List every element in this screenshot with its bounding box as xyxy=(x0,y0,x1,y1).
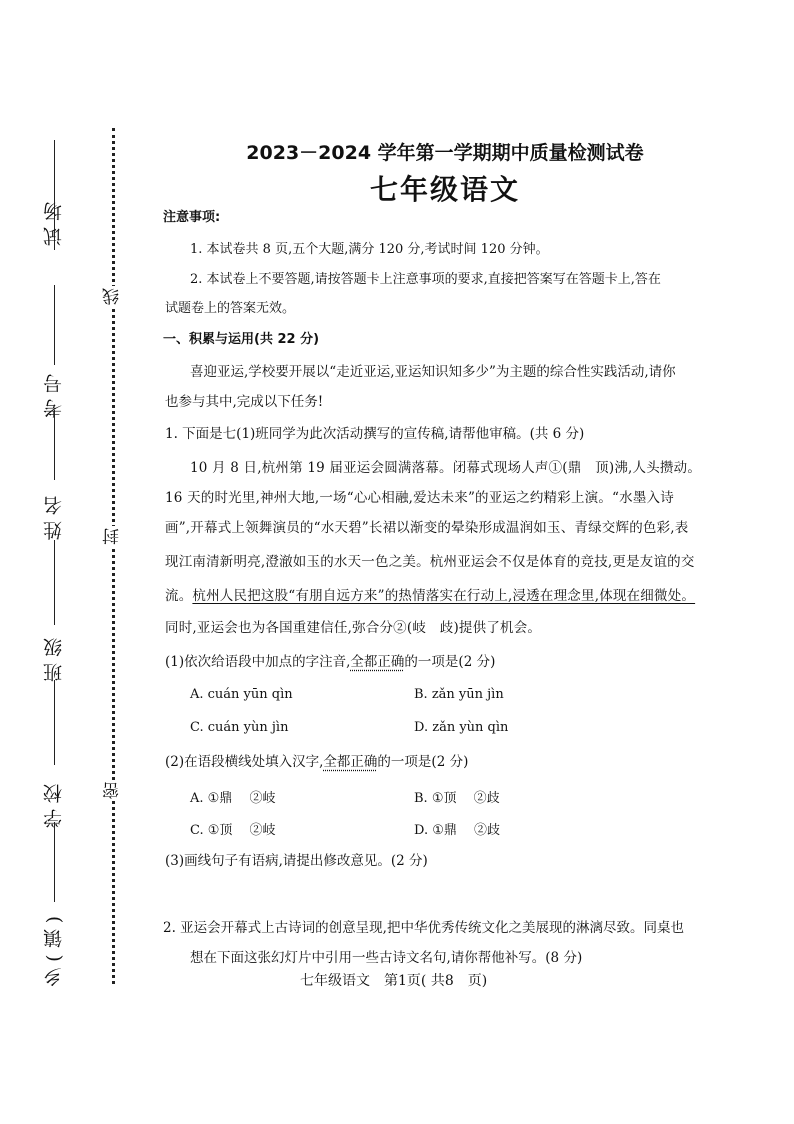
exam-no-line xyxy=(54,410,55,480)
seal-dotted-line xyxy=(112,128,115,984)
q1-sub2-emphasis: 全都正确 xyxy=(323,754,378,770)
notice-item-2-line1: 2. 本试卷上不要答题,请按答题卡上注意事项的要求,直接把答案写在答题卡上,答在 xyxy=(190,272,661,287)
q1-sub2-post: 的一项是(2 分) xyxy=(377,754,469,770)
q1-sub1-option-a: A. cuán yūn qìn xyxy=(190,687,293,702)
notice-item-2-line2: 试题卷上的答案无效。 xyxy=(165,301,296,316)
q1-sub2-pre: (2)在语段横线处填入汉字, xyxy=(165,754,324,770)
q1-sub1-post: 的一项是(2 分) xyxy=(404,654,496,670)
q2-line1: 2. 亚运会开幕式上古诗词的创意呈现,把中华优秀传统文化之美展现的淋漓尽致。同桌也 xyxy=(163,920,684,936)
exam-room-label: 试场 xyxy=(43,196,65,246)
q1-sub1-option-b: B. zǎn yūn jìn xyxy=(414,687,504,702)
q1-sub1-stem xyxy=(165,652,495,672)
township-label: 乡(镇) xyxy=(43,910,65,987)
page-footer: 七年级语文 第1页( 共8 页) xyxy=(300,973,488,989)
q1-stem: 1. 下面是七(1)班同学为此次活动撰写的宣传稿,请帮他审稿。(共 6 分) xyxy=(165,426,585,442)
q1-sub1-emphasis: 全都正确 xyxy=(350,654,405,670)
q1-sub1-option-c: C. cuán yùn jìn xyxy=(190,720,289,735)
q1-sub1-option-d: D. zǎn yùn qìn xyxy=(414,720,509,735)
q1-passage-line6: 同时,亚运会也为各国重建信任,弥合分②(岐 歧)提供了机会。 xyxy=(165,620,542,636)
q1-underlined-sentence: 杭州人民把这股“有朋自远方来”的热情落实在行动上,浸透在理念里,体现在细微处。 xyxy=(192,588,696,604)
q1-passage-line1: 10 月 8 日,杭州第 19 届亚运会圆满落幕。闭幕式现场人声①(鼎 顶)沸,人头攒动。 xyxy=(190,460,702,476)
q1-passage-line3: 画”,开幕式上领舞演员的“水天碧”长裙以渐变的晕染形成温润如玉、青绿交辉的色彩,表 xyxy=(165,520,689,536)
q1-sub2-stem xyxy=(165,752,468,772)
exam-no-line-top xyxy=(54,285,55,365)
q1-sub2-option-c: C. ①顶 ②岐 xyxy=(190,823,276,838)
q1-sub2-option-a: A. ①鼎 ②岐 xyxy=(190,791,276,806)
section1-heading: 一、积累与运用(共 22 分) xyxy=(163,332,320,347)
school-line xyxy=(54,822,55,902)
section1-intro-line1: 喜迎亚运,学校要开展以“走近亚运,亚运知识知多少”为主题的综合性实践活动,请你 xyxy=(190,364,676,380)
seal-feng-char: 封 xyxy=(100,526,125,547)
exam-no-label: 考号 xyxy=(43,368,65,418)
q1-sub3-stem: (3)画线句子有语病,请提出修改意见。(2 分) xyxy=(165,853,428,869)
q1-sub2-option-d: D. ①鼎 ②歧 xyxy=(414,823,501,838)
class-label: 班级 xyxy=(43,632,65,682)
seal-mi-char: 密 xyxy=(100,780,125,801)
q1-passage-line4: 现江南清新明亮,澄澈如玉的水天一色之美。杭州亚运会不仅是体育的竞技,更是友谊的交 xyxy=(165,554,695,570)
q1-passage-line2: 16 天的时光里,神州大地,一场“心心相融,爱达未来”的亚运之约精彩上演。“水墨入诗 xyxy=(165,490,674,506)
name-line xyxy=(54,540,55,625)
q1-sub1-pre: (1)依次给语段中加点的字注音, xyxy=(165,654,351,670)
exam-subtitle: 七年级语文 xyxy=(369,173,520,206)
notice-heading: 注意事项: xyxy=(163,210,221,225)
exam-title: 2023－2024 学年第一学期期中质量检测试卷 xyxy=(246,142,644,164)
section1-intro-line2: 也参与其中,完成以下任务! xyxy=(165,394,324,410)
q1-passage-line5-start: 流。 xyxy=(165,588,193,604)
q1-sub2-option-b: B. ①顶 ②歧 xyxy=(414,791,500,806)
class-line xyxy=(54,680,55,765)
school-label: 学校 xyxy=(43,778,65,828)
seal-line-char: 线 xyxy=(100,286,125,307)
notice-item-1: 1. 本试卷共 8 页,五个大题,满分 120 分,考试时间 120 分钟。 xyxy=(190,242,549,257)
q2-line2: 想在下面这张幻灯片中引用一些古诗文名句,请你帮他补写。(8 分) xyxy=(190,950,583,966)
name-label: 姓名 xyxy=(43,490,65,540)
q1-passage-line5 xyxy=(165,586,695,606)
